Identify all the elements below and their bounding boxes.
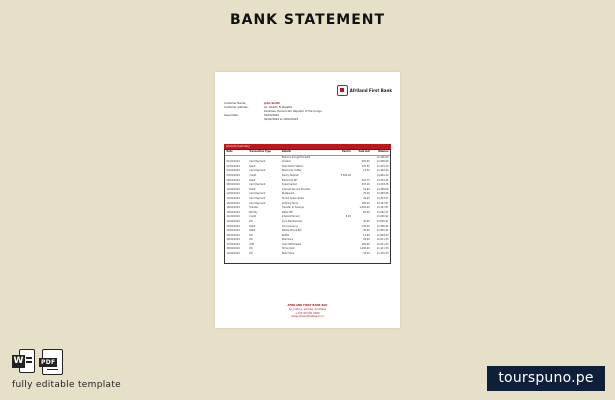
column-header: Paid In [342,150,351,153]
table-cell: Bill Pay [249,210,258,214]
customer-address-label: Customer address: [224,106,249,109]
table-cell: Supermarket [281,183,297,187]
table-cell: Amazon [281,160,292,164]
issue-date: 01/03/2024 [264,114,279,117]
table-cell: DD [249,252,253,256]
table-cell: ATM [249,242,254,246]
table-cell: 10/02/2024 [226,187,240,191]
table-cell: 200.00 [361,242,370,246]
table-cell: 14,147.87 [376,201,389,205]
page-title: BANK STATEMENT [229,12,386,28]
table-cell: Card Payment [249,192,266,196]
customer-name-label: Customer Name: [224,102,246,105]
table-cell: 29/02/2024 [226,252,240,256]
issue-date-label: Issue Date: [224,114,239,117]
table-cell: Clothing Store [281,201,299,205]
table-cell: 06/02/2024 [226,178,240,182]
table-cell: Debit [249,229,256,233]
table-cell: 15.99 [363,233,370,237]
customer-address-line1: Av. Alberto N. Baretta [264,106,293,109]
table-cell: Netflix [281,233,290,237]
table-cell: Card Payment [249,196,266,200]
table-cell: Restaurant [281,192,295,196]
table-cell: Car Insurance [281,224,298,228]
table-cell: 12,811.33 [376,238,389,242]
table-cell: 12,100.00 [376,155,389,159]
customer-name: John Smith [264,102,280,105]
table-cell: 01/02/2024 [226,160,240,164]
table-cell: DD [249,247,253,251]
table-cell: 12,839.93 [376,233,389,237]
table-cell: 14/02/2024 [226,196,240,200]
table-cell: 14,458.06 [376,187,389,191]
table-cell: 12,855.92 [376,229,389,233]
table-cell: 22/02/2024 [226,219,240,223]
table-cell: Electricity Bill [281,178,298,182]
table-cell: Gym Membership [281,219,303,223]
table-cell: 13,090.92 [376,215,389,219]
table-cell: Transfer to Savings [281,206,304,210]
table-cell: 59.99 [363,187,370,191]
table-cell: Credit [249,215,257,219]
editable-template-caption: fully editable template [12,380,121,390]
table-cell: 18/02/2024 [226,206,240,210]
table-cell: 28.60 [363,238,370,242]
table-cell: Water Bill [281,210,293,214]
table-cell: 12/02/2024 [226,192,240,196]
statement-period: 01/02/2024 to 29/02/2024 [264,118,299,121]
table-cell: Balance brought forward [281,155,311,159]
table-cell: Credit [249,173,257,177]
table-cell: Pharmacy [281,238,294,242]
bank-name: Afriland First Bank [349,88,392,93]
bank-logo [337,85,392,96]
table-cell: 11,411.33 [376,247,389,251]
table-cell: 27/02/2024 [226,242,240,246]
table-cell: 16/02/2024 [226,201,240,205]
table-cell: 12,611.33 [376,242,389,246]
table-cell: 11,600.00 [376,160,389,164]
table-cell: 40.00 [363,219,370,223]
table-cell: Cash Withdrawal [281,242,302,246]
table-cell: DD [249,219,253,223]
table-cell: Transfer [249,206,259,210]
table-cell: 08/02/2024 [226,183,240,187]
table-cell: 14,964.20 [376,173,389,177]
table-cell: 25/02/2024 [226,233,240,237]
customer-details [224,102,322,122]
column-header: Transaction Type [249,150,272,153]
table-cell: 13,147.87 [376,206,389,210]
table-row [225,252,390,257]
table-cell: 05/02/2024 [226,173,240,177]
bank-logo-icon [337,85,348,96]
brand-watermark: tourspuno.pe [487,366,605,391]
table-cell: 15.30 [363,169,370,173]
table-cell: 13,050.92 [376,219,389,223]
table-cell: 75.00 [363,192,370,196]
table-cell: Salary Deposit [281,173,299,177]
table-cell: 210.75 [361,178,370,182]
table-cell: 120.50 [361,164,370,168]
table-cell: 19/02/2024 [226,210,240,214]
file-format-icons [12,349,63,375]
footer-address: Av. Justice, Gombe, Kinshasa [288,307,327,311]
table-cell: 45.00 [363,229,370,233]
customer-address-line2: Kinshasa, Democratic Republic of the Congo [264,110,322,113]
footer-phone: +243 99 000 0000 [295,311,320,315]
table-cell: 235.40 [361,183,370,187]
column-header: Paid Out [358,150,370,153]
table-cell: Mobile Phone Bill [281,229,302,233]
table-cell: 3,500.00 [340,173,351,177]
table-cell: Interest Earned [281,215,300,219]
column-header: Balance [378,150,389,153]
table-cell: Card Payment [249,183,266,187]
table-cell: 28/02/2024 [226,247,240,251]
table-cell: 35.00 [363,252,370,256]
table-cell: Home Rent [281,247,295,251]
table-cell: DD [249,233,253,237]
transactions-table [224,149,391,264]
footer-website: www.afrilandfirstbank.cd [291,315,324,319]
table-cell: 03/02/2024 [226,169,240,173]
table-cell: Debit [249,164,256,168]
table-cell: Shell Petrol Station [281,164,304,168]
table-cell [334,252,353,257]
table-cell: 1,000.00 [359,206,370,210]
table-cell: 185.20 [361,201,370,205]
table-cell: Starbucks Coffee [281,169,302,173]
table-cell: 14,333.07 [376,196,389,200]
word-file-icon: W [12,349,36,375]
account-summary-header: Account Summary [224,144,391,149]
table-cell: Book Store [281,252,295,256]
table-cell: 26/02/2024 [226,238,240,242]
table-cell: 21/02/2024 [226,215,240,219]
table-cell: 500.00 [361,160,370,164]
table-cell: Internet Service Provider [281,187,311,191]
table-cell: 13,082.47 [376,210,389,214]
table-cell: Debit [249,187,256,191]
table-cell: Card Payment [249,201,266,205]
table-cell: 1,200.00 [359,247,370,251]
table-cell: 02/02/2024 [226,164,240,168]
table-cell: 14,753.45 [376,178,389,182]
table-cell: 150.00 [361,224,370,228]
table-cell: 14,383.06 [376,192,389,196]
table-cell: 24/02/2024 [226,229,240,233]
statement-footer [215,304,400,319]
table-cell: Card Payment [249,169,266,173]
table-cell: 65.40 [363,210,370,214]
pdf-file-icon: PDF [42,349,63,375]
table-cell: 11,376.33 [376,252,389,256]
column-header: Details [281,150,291,153]
table-cell: DD [249,238,253,242]
footer-bank-name: AFRILAND FIRST BANK RDC [287,304,328,307]
table-cell: Debit [249,178,256,182]
table-cell: 8.45 [345,215,351,219]
table-cell: 11,479.50 [376,164,389,168]
table-cell: 12,900.92 [376,224,389,228]
table-cell: 23/02/2024 [226,224,240,228]
column-header: Date [226,150,233,153]
statement-document [215,72,400,328]
table-cell: Card Payment [249,160,266,164]
table-cell: 11,464.20 [376,169,389,173]
table-cell: 14,518.05 [376,183,389,187]
table-cell: Debit [249,224,256,228]
table-cell: Online Subscription [281,196,305,200]
table-cell: 49.99 [363,196,370,200]
